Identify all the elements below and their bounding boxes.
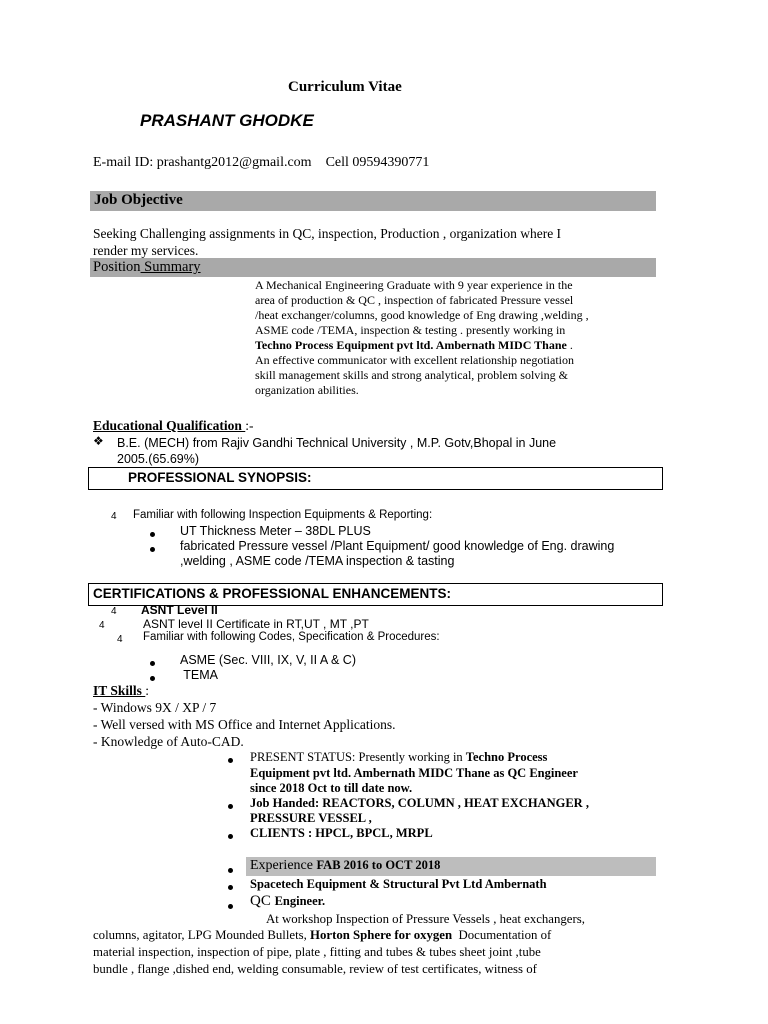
summary-line: /heat exchanger/columns, good knowledge of Eng drawing ,welding , (255, 308, 589, 322)
code-item: TEMA (180, 668, 218, 682)
bullet-dot-icon (150, 661, 155, 666)
experience-role (250, 893, 325, 910)
present-status-line-3: since 2018 Oct to till date now. (250, 781, 413, 795)
objective-line-2: render my services. (93, 243, 199, 258)
asnt-heading: ASNT Level II (141, 603, 218, 617)
it-skills-heading-tail: : (145, 683, 150, 698)
bullet-dot-icon (228, 804, 233, 809)
desc-part: columns, agitator, LPG Mounded Bullets, (93, 928, 311, 942)
present-status-label: PRESENT STATUS: Presently working in (250, 750, 466, 764)
experience-range: FAB 2016 to OCT 2018 (316, 858, 441, 872)
present-status-line-1 (250, 750, 547, 765)
summary-company: Techno Process Equipment pvt ltd. Ambernath MIDC Thane (255, 338, 567, 352)
bullet-dot-icon (228, 868, 233, 873)
summary-line: organization abilities. (255, 383, 359, 397)
cert-marker: 4 (117, 634, 123, 645)
bullet-dot-icon (150, 676, 155, 681)
synopsis-box (88, 467, 663, 490)
position-word: Position (93, 259, 141, 275)
role-qc: QC (250, 893, 275, 909)
contact-line: E-mail ID: prashantg2012@gmail.com Cell 09594390771 (93, 155, 430, 170)
synopsis-item: UT Thickness Meter – 38DL PLUS (180, 524, 371, 538)
education-heading (93, 418, 254, 434)
clients-line: CLIENTS : HPCL, BPCL, MRPL (250, 826, 433, 840)
summary-word: Summary (140, 259, 201, 275)
job-objective-bar (90, 191, 656, 211)
diamond-bullet-icon: ❖ (93, 434, 104, 448)
it-skills-heading-text: IT Skills (93, 683, 146, 698)
summary-line: area of production & QC , inspection of fabricated Pressure vessel (255, 293, 574, 307)
synopsis-marker: 4 (111, 511, 117, 522)
summary-company-tail: . (566, 338, 573, 352)
objective-line-1: Seeking Challenging assignments in QC, inspection, Production , organization where I (93, 226, 562, 241)
desc-bold: Horton Sphere for oxygen (310, 928, 453, 942)
cert-marker: 4 (111, 606, 117, 617)
education-line-1: B.E. (MECH) from Rajiv Gandhi Technical University , M.P. Gotv,Bhopal in June (117, 436, 557, 450)
code-item: ASME (Sec. VIII, IX, V, II A & C) (180, 653, 356, 667)
job-handed-line-1: Job Handed: REACTORS, COLUMN , HEAT EXCHANGER , (250, 796, 589, 810)
document-title: Curriculum Vitae (288, 79, 402, 95)
job-handed-line-2: PRESSURE VESSEL , (250, 811, 372, 825)
bullet-dot-icon (150, 547, 155, 552)
education-heading-tail: :- (245, 418, 254, 433)
certifications-heading: CERTIFICATIONS & PROFESSIONAL ENHANCEMENTS: (93, 586, 452, 601)
summary-line: An effective communicator with excellent relationship negotiation (255, 353, 575, 367)
education-line-2: 2005.(65.69%) (117, 452, 200, 466)
bullet-dot-icon (228, 885, 233, 890)
position-summary-heading (93, 259, 201, 276)
summary-line: ASME code /TEMA, inspection & testing . presently working in (255, 323, 566, 337)
synopsis-item: ,welding , ASME code /TEMA inspection & tasting (180, 554, 455, 568)
cert-marker: 4 (99, 620, 105, 631)
experience-desc-line-4: bundle , flange ,dished end, welding consumable, review of test certificates, witness of (93, 962, 537, 976)
synopsis-item: fabricated Pressure vessel /Plant Equipment/ good knowledge of Eng. drawing (180, 539, 615, 553)
education-heading-text: Educational Qualification (93, 418, 246, 433)
role-engineer: Engineer. (274, 894, 326, 908)
synopsis-heading: PROFESSIONAL SYNOPSIS: (128, 470, 312, 485)
experience-desc-line-1: At workshop Inspection of Pressure Vessels , heat exchangers, (266, 912, 585, 926)
it-skill-item: - Knowledge of Auto-CAD. (93, 734, 244, 749)
codes-intro: Familiar with following Codes, Specification & Procedures: (143, 631, 440, 643)
it-skills-heading (93, 683, 149, 699)
experience-desc-line-3: material inspection, inspection of pipe, plate , fitting and tubes & tubes sheet joint ,tube (93, 945, 541, 959)
experience-company: Spacetech Equipment & Structural Pvt Ltd Ambernath (250, 877, 547, 891)
desc-part: Documentation of (452, 928, 552, 942)
bullet-dot-icon (150, 532, 155, 537)
summary-company-line (255, 338, 589, 353)
present-status-line-2: Equipment pvt ltd. Ambernath MIDC Thane as QC Engineer (250, 766, 578, 780)
bullet-dot-icon (228, 834, 233, 839)
experience-desc-line-2 (93, 928, 551, 943)
asnt-line: ASNT level II Certificate in RT,UT , MT ,PT (143, 617, 369, 631)
experience-label: Experience (250, 858, 317, 873)
present-status-company: Techno Process (465, 750, 548, 764)
it-skill-item: - Well versed with MS Office and Internet Applications. (93, 717, 396, 732)
position-summary-bar (90, 258, 656, 277)
summary-line: skill management skills and strong analytical, problem solving & (255, 368, 568, 382)
synopsis-intro: Familiar with following Inspection Equipments & Reporting: (133, 509, 433, 521)
job-objective-heading: Job Objective (94, 192, 183, 208)
summary-block (255, 278, 589, 398)
summary-line: A Mechanical Engineering Graduate with 9 year experience in the (255, 278, 573, 292)
experience-heading (250, 858, 440, 874)
candidate-name: PRASHANT GHODKE (140, 111, 314, 130)
it-skill-item: - Windows 9X / XP / 7 (93, 700, 217, 715)
bullet-dot-icon (228, 904, 233, 909)
bullet-dot-icon (228, 758, 233, 763)
